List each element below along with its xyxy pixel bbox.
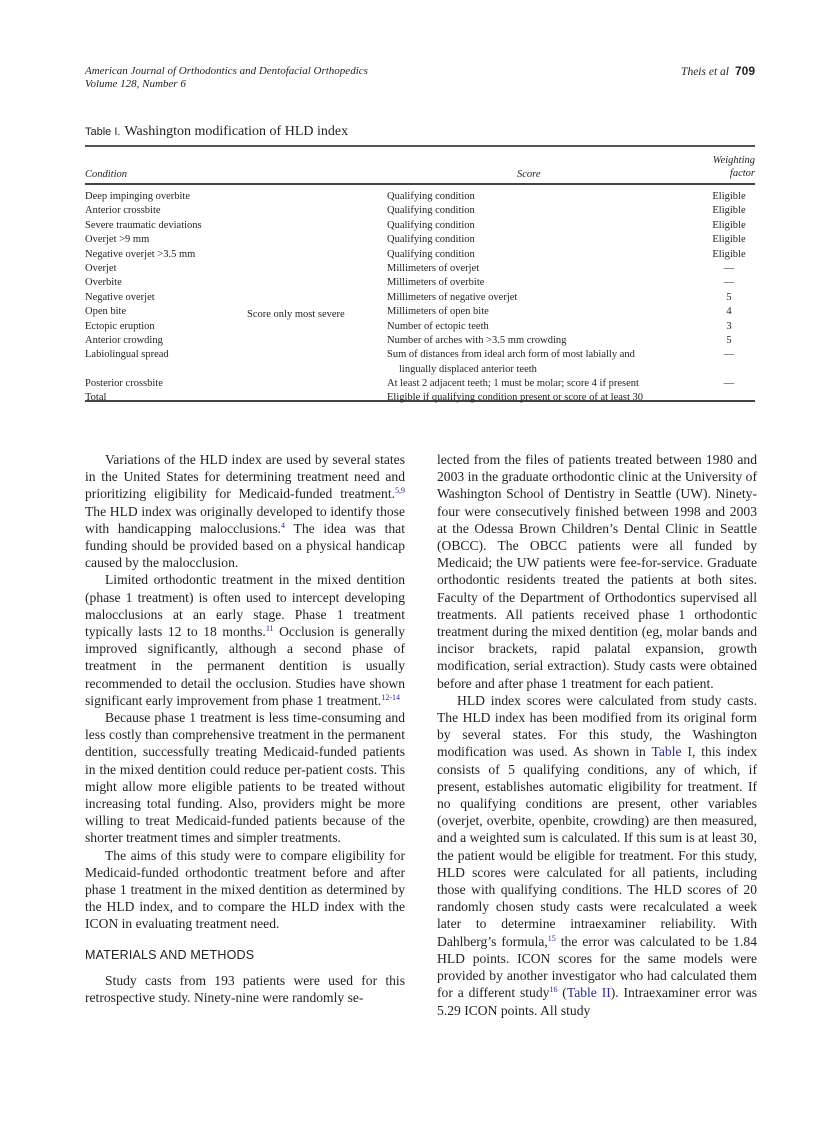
table-cell: Qualifying condition (387, 191, 475, 202)
table-cell: 5 (726, 334, 732, 346)
score-only-most-severe-note: Score only most severe (247, 309, 345, 320)
table-cell (709, 391, 749, 405)
journal-volume: Volume 128, Number 6 (85, 78, 186, 90)
header-weighting-line1: Weighting (712, 155, 755, 166)
page-number: 709 (734, 64, 755, 78)
table-cell: 3 (726, 320, 732, 332)
table-spacer (709, 363, 749, 377)
citation[interactable]: 4 (281, 520, 286, 530)
table-cell: Number of ectopic teeth (387, 320, 489, 332)
citation[interactable]: 12-14 (381, 692, 400, 702)
table-cell: Eligible (712, 234, 746, 246)
table-cell: Qualifying condition (387, 234, 475, 246)
table-i-link[interactable]: Table I (651, 744, 692, 760)
paragraph: Because phase 1 treatment is less time-consuming and less costly than comprehensive treatment in the permanent dentition, successfully treating Medicaid-funded patients in the mixed dentition could reduce per-patient costs. This might allow more eligible patients to be treated without increasing total funding. Also, providers might be more willing to treat Medicaid-funded patients because of the shorter treatment times and simpler treatments. (85, 710, 405, 846)
table-label: Table I. (85, 126, 121, 138)
table-cell-continuation: lingually displaced anterior teeth (399, 363, 537, 375)
table-cell: Eligible (712, 191, 746, 202)
running-head (85, 65, 755, 95)
table-cell: Millimeters of overjet (387, 262, 480, 274)
table-cell: — (723, 349, 735, 361)
table-body (85, 185, 755, 404)
hld-table (85, 145, 755, 402)
table-ii-link[interactable]: Table II (566, 985, 611, 1001)
table-cell: Eligible (712, 219, 746, 231)
table-cell: Open bite (85, 306, 127, 318)
text-run: Variations of the HLD index are used by several states in the United States for determining treatment need and prioritizing eligibility for Medicaid-funded treatment. (85, 452, 405, 502)
text-run: The HLD index was originally developed to identify those with handicapping malocclusions. (85, 503, 405, 536)
condition-column (85, 190, 202, 406)
table-cell: Negative overjet >3.5 mm (85, 248, 196, 260)
table-cell: Overjet >9 mm (85, 234, 150, 246)
paragraph: Study casts from 193 patients were used for this retrospective study. Ninety-nine were randomly se- (85, 972, 405, 1006)
paragraph (85, 451, 405, 571)
header-weighting (713, 154, 755, 180)
text-run: The idea was that funding should be provided based on a physical handicap caused by the malocclusion. (85, 520, 405, 571)
table-cell: Deep impinging overbite (85, 191, 190, 202)
journal-title: American Journal of Orthodontics and Dentofacial Orthopedics (85, 65, 368, 77)
header-score: Score (517, 169, 541, 180)
table-cell: Negative overjet (85, 291, 155, 303)
table-cell: Millimeters of negative overjet (387, 291, 518, 303)
table-cell: Qualifying condition (387, 248, 475, 260)
table-cell: Eligible (712, 248, 746, 260)
table-cell: Overbite (85, 277, 122, 289)
text-run: HLD index scores were calculated from study casts. The HLD index has been modified from its original form by several states. For this study, the Washington modification was used. As shown in (437, 692, 757, 760)
table-cell: — (723, 378, 735, 390)
table-spacer (85, 363, 202, 377)
journal-info (85, 65, 368, 91)
table-header (85, 147, 755, 183)
table-cell: Eligible (712, 205, 746, 217)
header-weighting-line2: factor (729, 168, 755, 179)
table-cell: Number of arches with >3.5 mm crowding (387, 334, 567, 346)
citation[interactable]: 15 (547, 933, 556, 943)
paragraph (85, 571, 405, 709)
table-cell: Ectopic eruption (85, 320, 155, 332)
paragraph: lected from the files of patients treated between 1980 and 2003 in the graduate orthodontic clinic at the University of Washington School of Dentistry in Seattle (UW). Ninety-four were consecutively finished between 1998 and 2003 at the Odessa Brown Children’s Dental Clinic in Seattle (OBCC). The OBCC patients were all funded by Medicaid; the UW patients were fee-for-service. Graduate orthodontic residents treated the patients at both sites. Faculty of the Department of Orthodontics supervised all treatments. All patients received phase 1 orthodontic treatment during the mixed dentition (eg, molar bands and incisor brackets, rapid palatal expansion, growth modification, serial extraction). Study casts were obtained before and after phase 1 treatment for each patient. (437, 452, 757, 691)
table-cell: At least 2 adjacent teeth; 1 must be molar; score 4 if present (387, 378, 639, 390)
table-cell: Qualifying condition (387, 205, 475, 217)
right-column (437, 451, 757, 1019)
table-cell: Severe traumatic deviations (85, 219, 202, 231)
text-run: Occlusion is generally improved significantly, although a second phase of treatment in the permanent dentition is usually recommended to detail the occlusion. Studies have shown significant early improvement from phase 1 treatment. (85, 624, 406, 708)
table-cell: Sum of distances from ideal arch form of most labially and (387, 349, 635, 361)
table-cell: Millimeters of overbite (387, 277, 485, 289)
weighting-column (709, 190, 749, 406)
table-cell: Eligible if qualifying condition present or score of at least 30 (387, 392, 644, 404)
text-run: ). Intraexaminer error was 5.29 ICON points. All study (437, 985, 758, 1018)
table-title: Washington modification of HLD index (124, 124, 349, 139)
table-cell: 5 (726, 291, 732, 303)
text-run: Limited orthodontic treatment in the mixed dentition (phase 1 treatment) is often used to intercept developing malocclusions at an early stage. Phase 1 treatment typically lasts 12 to 18 months. (85, 572, 405, 640)
running-author: Theis et al (681, 66, 729, 78)
table-cell: Millimeters of open bite (387, 306, 489, 318)
citation[interactable]: 16 (549, 985, 558, 995)
section-heading: MATERIALS AND METHODS (85, 947, 255, 962)
text-run: the error was calculated to be 1.84 HLD points. ICON scores for the same models were provided by another investigator who had calculated them for a different study (437, 933, 757, 1001)
header-condition: Condition (85, 169, 128, 180)
citation[interactable]: 5,9 (395, 486, 405, 496)
citation[interactable]: 11 (265, 624, 274, 634)
table-cell: Anterior crowding (85, 334, 163, 346)
paragraph: The aims of this study were to compare eligibility for Medicaid-funded orthodontic treatment before and after phase 1 treatment in the mixed dentition as determined by the HLD index, and to compare the HLD index with the ICON in evaluating treatment need. (85, 847, 405, 932)
paragraph (437, 692, 757, 1019)
table-cell: — (723, 262, 735, 274)
table-caption (85, 124, 348, 140)
table-cell: — (723, 277, 735, 289)
score-column (387, 190, 643, 406)
table-cell: Qualifying condition (387, 219, 475, 231)
table-cell: Anterior crossbite (85, 205, 161, 217)
table-cell: Posterior crossbite (85, 378, 163, 390)
table-cell: 4 (726, 306, 732, 318)
text-run: ( (557, 985, 567, 1001)
table-cell: Total (85, 392, 107, 404)
page-info (681, 65, 755, 79)
table-cell: Overjet (85, 262, 117, 274)
text-run: , this index consists of 5 qualifying conditions, any of which, if present, establishes automatic eligibility for treatment. If no qualifying conditions are present, other variables (overjet, overbite, openbite, crowding) are then measured, and a weighted sum is calculated. If this sum is at least 30, the patient would be eligible for treatment. For this study, HLD scores were calculated for all patients, including those with qualifying conditions. The HLD scores of 20 randomly chosen study casts were recalculated a week later to determine intraexaminer reliability. With Dahlberg’s formula, (437, 744, 757, 949)
left-column (85, 451, 405, 1006)
table-cell: Labiolingual spread (85, 349, 169, 361)
